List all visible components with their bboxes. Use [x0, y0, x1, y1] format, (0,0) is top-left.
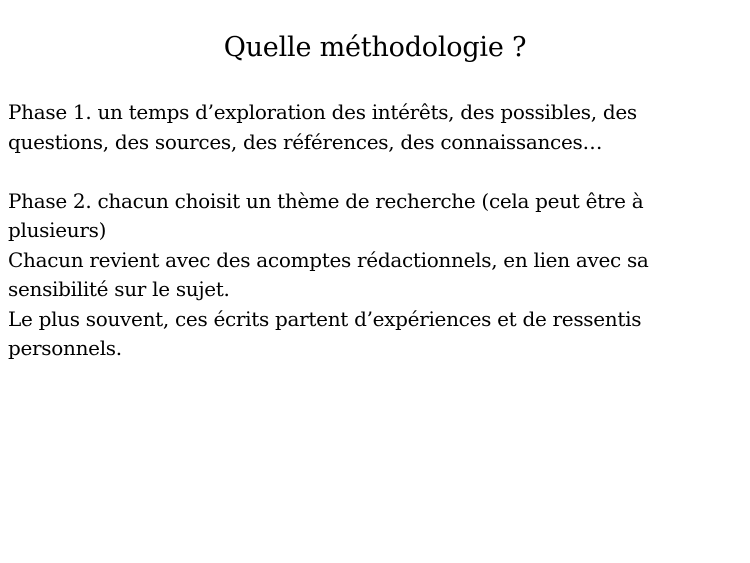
paragraph-acomptes: Chacun revient avec des acomptes rédactionnels, en lien avec sa sensibilité sur le sujet. [8, 247, 649, 301]
paragraph-ecrits: Le plus souvent, ces écrits partent d’expériences et de ressentis personnels. [8, 306, 642, 360]
paragraph-phase-1: Phase 1. un temps d’exploration des intérêts, des possibles, des questions, des sources, des références, des connaissances… [8, 100, 637, 154]
slide-title: Quelle méthodologie ? [223, 32, 527, 63]
paragraph-spacer [8, 157, 742, 187]
paragraph-phase-2: Phase 2. chacun choisit un thème de recherche (cela peut être à plusieurs) [8, 188, 644, 242]
slide-body [8, 98, 742, 364]
